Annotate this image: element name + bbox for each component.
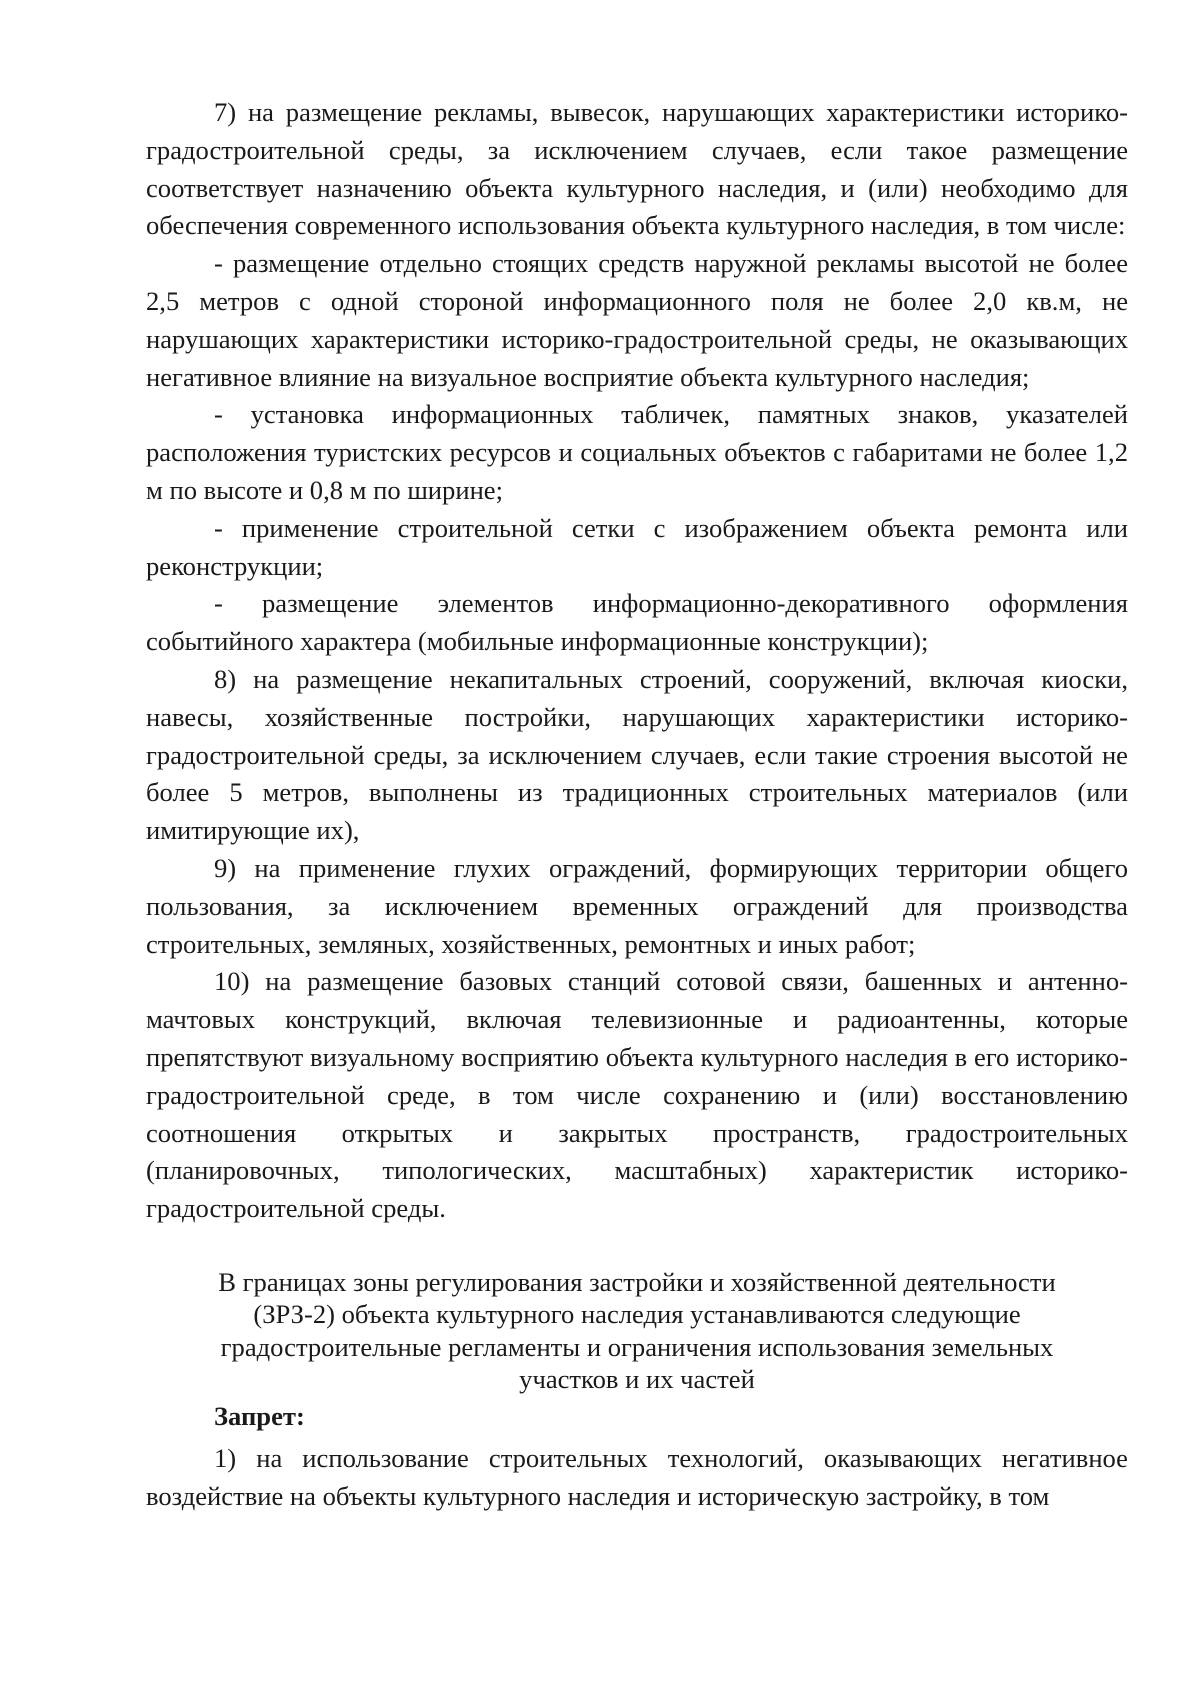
paragraph-construction-net: - применение строительной сетки с изображением объекта ремонта или реконструкции; [146,512,1128,581]
prohibition-label: Запрет: [214,1400,305,1431]
paragraph-item-8: 8) на размещение некапитальных строений, сооружений, включая киоски, навесы, хозяйственные постройки, нарушающих характеристики историко-градостроительной среды, за исключением случаев, если такие строения высотой не более 5 метров, выполнены из традиционных строительных материалов (или имитирующие их), [146,663,1128,846]
paragraph-item-10: 10) на размещение базовых станций сотовой связи, башенных и антенно-мачтовых конструкций, включая телевизионные и радиоантенны, которые препятствуют визуальному восприятию объекта культурного наследия в его историко-градостроительной среде, в том числе сохранению и (или) восстановлению соотношения открытых и закрытых пространств, градостроительных (планировочных, типологических, масштабных) характеристик историко-градостроительной среды. [146,966,1128,1224]
paragraph-info-signs: - установка информационных табличек, памятных знаков, указателей расположения туристских ресурсов и социальных объектов с габаритами не более 1,2 м по высоте и 0,8 м по ширине; [146,399,1128,505]
paragraph-item-1: 1) на использование строительных технологий, оказывающих негативное воздействие на объекты культурного наследия и историческую застройку, в том [146,1442,1128,1511]
section-heading-line: градостроительные регламенты и ограничения использования земельных [220,1331,1054,1362]
paragraph-item-7: 7) на размещение рекламы, вывесок, нарушающих характеристики историко-градостроительной среды, за исключением случаев, если такое размещение соответствует назначению объекта культурного наследия, и (или) необходимо для обеспечения современного использования объекта культурного наследия, в том числе: [146,97,1128,241]
paragraph-item-9: 9) на применение глухих ограждений, формирующих территории общего пользования, за исключением временных ограждений для производства строительных, земляных, хозяйственных, ремонтных и иных работ; [146,852,1128,959]
paragraph-decorative-elements: - размещение элементов информационно-декоративного оформления событийного характера (мобильные информационные конструкции); [146,588,1128,657]
section-heading [146,1266,1128,1396]
document-body [146,94,1128,1515]
section-heading-line: (ЗРЗ-2) объекта культурного наследия устанавливаются следующие [253,1299,1021,1330]
paragraph-advertising-stands: - размещение отдельно стоящих средств наружной рекламы высотой не более 2,5 метров с одной стороной информационного поля не более 2,0 кв.м, не нарушающих характеристики историко-градостроительной среды, не оказывающих негативное влияние на визуальное восприятие объекта культурного наследия; [146,248,1128,392]
section-heading-line: В границах зоны регулирования застройки и хозяйственной деятельности [218,1266,1056,1297]
section-heading-line: участков и их частей [519,1364,755,1395]
section-spacer [146,1228,1128,1266]
